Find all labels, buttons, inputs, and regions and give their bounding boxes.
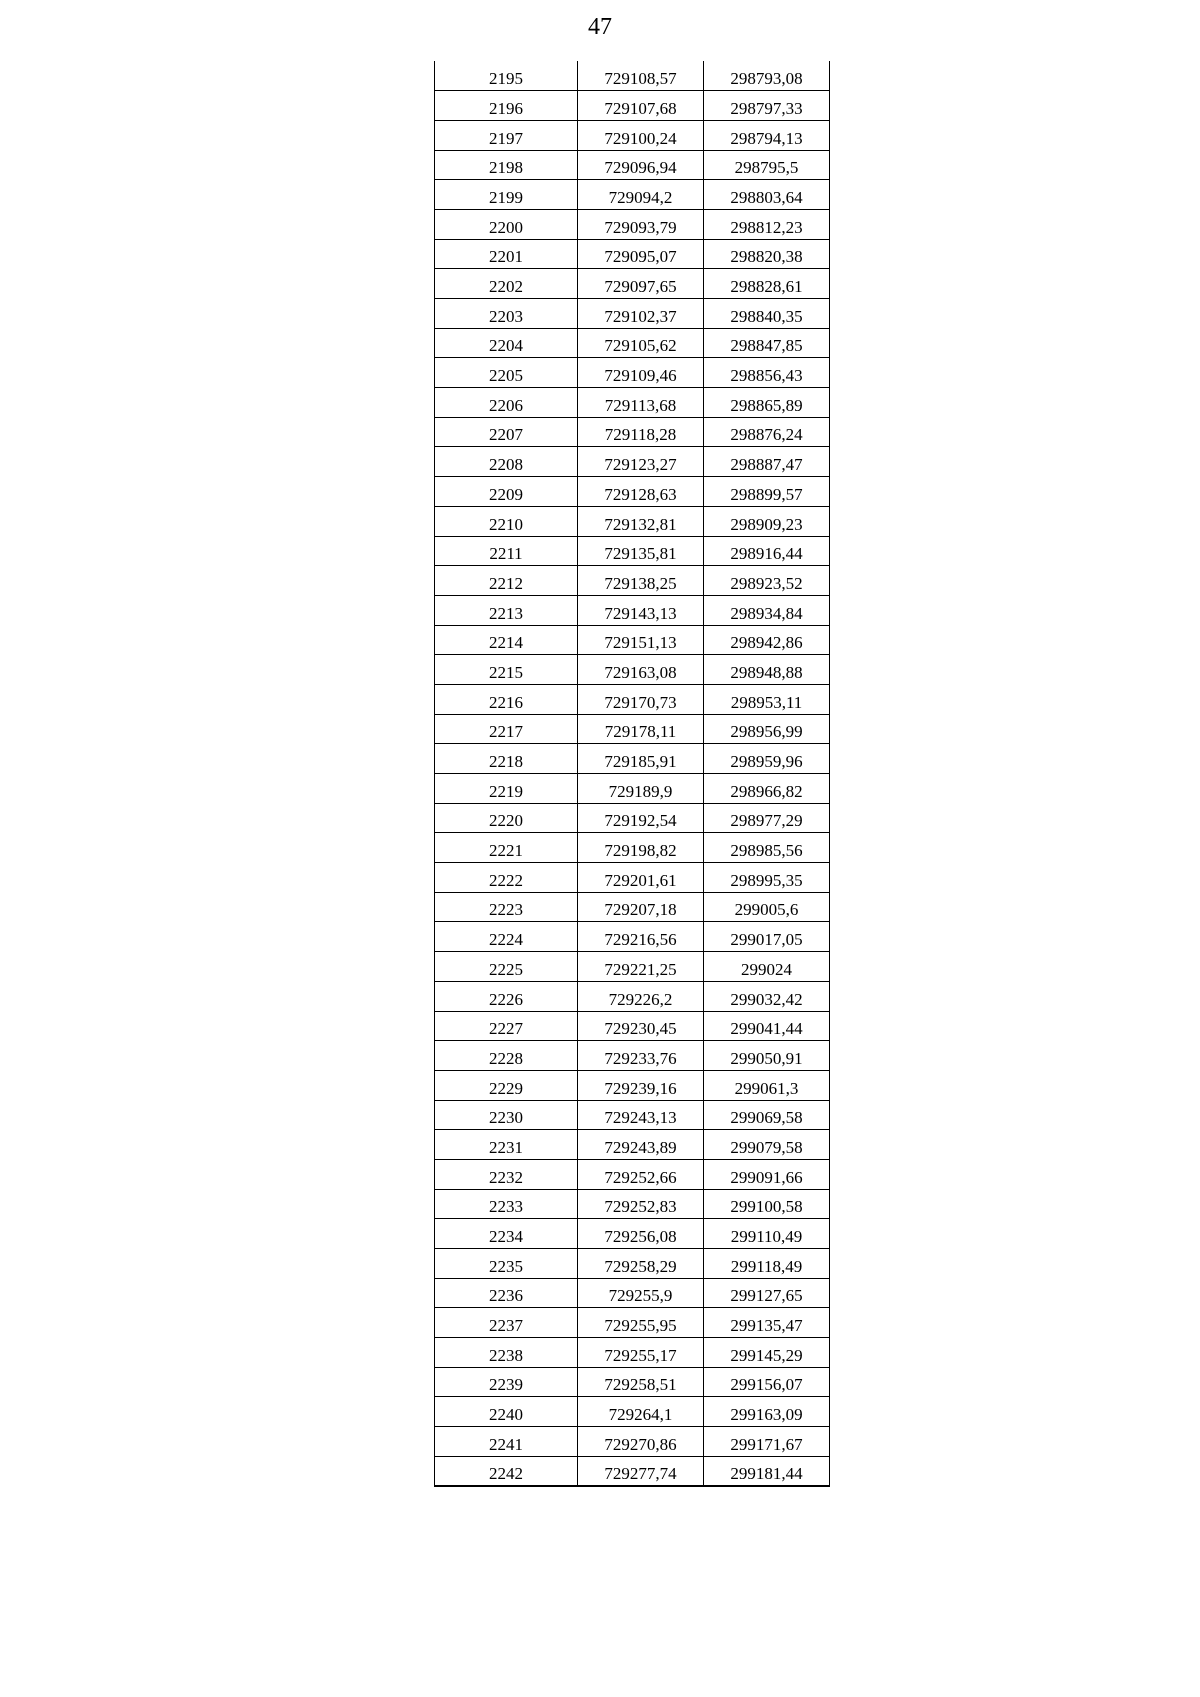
table-row: [435, 61, 830, 91]
coordinates-table: [434, 61, 830, 1487]
x-coordinate-cell: 729230,45: [578, 1011, 704, 1041]
y-coordinate-cell: 299061,3: [704, 1070, 830, 1100]
x-coordinate-cell: 729178,11: [578, 714, 704, 744]
x-coordinate-cell: 729095,07: [578, 239, 704, 269]
table-row: [435, 417, 830, 447]
x-coordinate-cell: 729207,18: [578, 892, 704, 922]
y-coordinate-cell: 298828,61: [704, 269, 830, 299]
point-number-cell: 2239: [435, 1367, 578, 1397]
point-number-cell: 2213: [435, 595, 578, 625]
table-row: [435, 803, 830, 833]
y-coordinate-cell: 299024: [704, 952, 830, 982]
table-row: [435, 744, 830, 774]
y-coordinate-cell: 298820,38: [704, 239, 830, 269]
y-coordinate-cell: 298797,33: [704, 91, 830, 121]
y-coordinate-cell: 298956,99: [704, 714, 830, 744]
point-number-cell: 2211: [435, 536, 578, 566]
y-coordinate-cell: 298934,84: [704, 595, 830, 625]
table-row: [435, 655, 830, 685]
point-number-cell: 2201: [435, 239, 578, 269]
y-coordinate-cell: 298865,89: [704, 388, 830, 418]
table-row: [435, 1070, 830, 1100]
y-coordinate-cell: 298812,23: [704, 209, 830, 239]
x-coordinate-cell: 729185,91: [578, 744, 704, 774]
x-coordinate-cell: 729201,61: [578, 863, 704, 893]
point-number-cell: 2200: [435, 209, 578, 239]
y-coordinate-cell: 299079,58: [704, 1130, 830, 1160]
table-row: [435, 1100, 830, 1130]
table-row: [435, 388, 830, 418]
point-number-cell: 2228: [435, 1041, 578, 1071]
x-coordinate-cell: 729216,56: [578, 922, 704, 952]
y-coordinate-cell: 299163,09: [704, 1397, 830, 1427]
x-coordinate-cell: 729226,2: [578, 981, 704, 1011]
x-coordinate-cell: 729132,81: [578, 506, 704, 536]
x-coordinate-cell: 729093,79: [578, 209, 704, 239]
point-number-cell: 2225: [435, 952, 578, 982]
y-coordinate-cell: 298977,29: [704, 803, 830, 833]
point-number-cell: 2216: [435, 684, 578, 714]
x-coordinate-cell: 729097,65: [578, 269, 704, 299]
y-coordinate-cell: 298887,47: [704, 447, 830, 477]
point-number-cell: 2234: [435, 1219, 578, 1249]
x-coordinate-cell: 729163,08: [578, 655, 704, 685]
y-coordinate-cell: 298923,52: [704, 566, 830, 596]
table-row: [435, 1011, 830, 1041]
table-row: [435, 328, 830, 358]
table-row: [435, 269, 830, 299]
table-row: [435, 1249, 830, 1279]
x-coordinate-cell: 729108,57: [578, 61, 704, 91]
table-row: [435, 1427, 830, 1457]
y-coordinate-cell: 298794,13: [704, 120, 830, 150]
x-coordinate-cell: 729138,25: [578, 566, 704, 596]
y-coordinate-cell: 298966,82: [704, 774, 830, 804]
table-row: [435, 1159, 830, 1189]
table-row: [435, 892, 830, 922]
y-coordinate-cell: 299118,49: [704, 1249, 830, 1279]
point-number-cell: 2217: [435, 714, 578, 744]
point-number-cell: 2218: [435, 744, 578, 774]
x-coordinate-cell: 729277,74: [578, 1456, 704, 1486]
table-row: [435, 625, 830, 655]
y-coordinate-cell: 298803,64: [704, 180, 830, 210]
table-row: [435, 566, 830, 596]
point-number-cell: 2227: [435, 1011, 578, 1041]
y-coordinate-cell: 298995,35: [704, 863, 830, 893]
point-number-cell: 2205: [435, 358, 578, 388]
y-coordinate-cell: 298856,43: [704, 358, 830, 388]
point-number-cell: 2226: [435, 981, 578, 1011]
point-number-cell: 2223: [435, 892, 578, 922]
x-coordinate-cell: 729102,37: [578, 299, 704, 329]
table-row: [435, 1219, 830, 1249]
y-coordinate-cell: 298909,23: [704, 506, 830, 536]
x-coordinate-cell: 729113,68: [578, 388, 704, 418]
table-row: [435, 91, 830, 121]
table-row: [435, 1338, 830, 1368]
point-number-cell: 2224: [435, 922, 578, 952]
x-coordinate-cell: 729239,16: [578, 1070, 704, 1100]
y-coordinate-cell: 299041,44: [704, 1011, 830, 1041]
x-coordinate-cell: 729123,27: [578, 447, 704, 477]
y-coordinate-cell: 299050,91: [704, 1041, 830, 1071]
table-row: [435, 180, 830, 210]
y-coordinate-cell: 299110,49: [704, 1219, 830, 1249]
x-coordinate-cell: 729252,83: [578, 1189, 704, 1219]
point-number-cell: 2222: [435, 863, 578, 893]
x-coordinate-cell: 729118,28: [578, 417, 704, 447]
y-coordinate-cell: 298876,24: [704, 417, 830, 447]
point-number-cell: 2204: [435, 328, 578, 358]
table-row: [435, 714, 830, 744]
table-row: [435, 922, 830, 952]
page-number: 47: [588, 14, 612, 40]
x-coordinate-cell: 729221,25: [578, 952, 704, 982]
point-number-cell: 2203: [435, 299, 578, 329]
x-coordinate-cell: 729096,94: [578, 150, 704, 180]
table-row: [435, 1278, 830, 1308]
x-coordinate-cell: 729243,13: [578, 1100, 704, 1130]
point-number-cell: 2215: [435, 655, 578, 685]
x-coordinate-cell: 729243,89: [578, 1130, 704, 1160]
point-number-cell: 2206: [435, 388, 578, 418]
x-coordinate-cell: 729151,13: [578, 625, 704, 655]
table-row: [435, 209, 830, 239]
y-coordinate-cell: 298948,88: [704, 655, 830, 685]
table-row: [435, 863, 830, 893]
x-coordinate-cell: 729258,51: [578, 1367, 704, 1397]
table-row: [435, 358, 830, 388]
y-coordinate-cell: 299156,07: [704, 1367, 830, 1397]
point-number-cell: 2199: [435, 180, 578, 210]
x-coordinate-cell: 729107,68: [578, 91, 704, 121]
y-coordinate-cell: 299017,05: [704, 922, 830, 952]
point-number-cell: 2233: [435, 1189, 578, 1219]
point-number-cell: 2241: [435, 1427, 578, 1457]
point-number-cell: 2235: [435, 1249, 578, 1279]
table-row: [435, 1367, 830, 1397]
table-row: [435, 952, 830, 982]
y-coordinate-cell: 298847,85: [704, 328, 830, 358]
x-coordinate-cell: 729198,82: [578, 833, 704, 863]
table-row: [435, 299, 830, 329]
x-coordinate-cell: 729255,9: [578, 1278, 704, 1308]
table-row: [435, 447, 830, 477]
point-number-cell: 2237: [435, 1308, 578, 1338]
point-number-cell: 2232: [435, 1159, 578, 1189]
y-coordinate-cell: 299005,6: [704, 892, 830, 922]
y-coordinate-cell: 298942,86: [704, 625, 830, 655]
y-coordinate-cell: 299091,66: [704, 1159, 830, 1189]
point-number-cell: 2198: [435, 150, 578, 180]
point-number-cell: 2209: [435, 477, 578, 507]
table-row: [435, 981, 830, 1011]
table-row: [435, 477, 830, 507]
x-coordinate-cell: 729094,2: [578, 180, 704, 210]
y-coordinate-cell: 298985,56: [704, 833, 830, 863]
y-coordinate-cell: 299100,58: [704, 1189, 830, 1219]
point-number-cell: 2238: [435, 1338, 578, 1368]
x-coordinate-cell: 729270,86: [578, 1427, 704, 1457]
table-row: [435, 1189, 830, 1219]
table-row: [435, 1397, 830, 1427]
point-number-cell: 2220: [435, 803, 578, 833]
point-number-cell: 2221: [435, 833, 578, 863]
y-coordinate-cell: 299032,42: [704, 981, 830, 1011]
point-number-cell: 2197: [435, 120, 578, 150]
point-number-cell: 2236: [435, 1278, 578, 1308]
y-coordinate-cell: 298840,35: [704, 299, 830, 329]
x-coordinate-cell: 729170,73: [578, 684, 704, 714]
x-coordinate-cell: 729189,9: [578, 774, 704, 804]
table-row: [435, 1456, 830, 1486]
x-coordinate-cell: 729233,76: [578, 1041, 704, 1071]
x-coordinate-cell: 729135,81: [578, 536, 704, 566]
table-row: [435, 150, 830, 180]
x-coordinate-cell: 729192,54: [578, 803, 704, 833]
y-coordinate-cell: 299171,67: [704, 1427, 830, 1457]
point-number-cell: 2219: [435, 774, 578, 804]
y-coordinate-cell: 298916,44: [704, 536, 830, 566]
x-coordinate-cell: 729258,29: [578, 1249, 704, 1279]
table-row: [435, 506, 830, 536]
table-row: [435, 684, 830, 714]
table-row: [435, 1130, 830, 1160]
table-row: [435, 1308, 830, 1338]
y-coordinate-cell: 299181,44: [704, 1456, 830, 1486]
point-number-cell: 2229: [435, 1070, 578, 1100]
table-row: [435, 536, 830, 566]
x-coordinate-cell: 729256,08: [578, 1219, 704, 1249]
point-number-cell: 2212: [435, 566, 578, 596]
point-number-cell: 2207: [435, 417, 578, 447]
table-row: [435, 120, 830, 150]
point-number-cell: 2196: [435, 91, 578, 121]
x-coordinate-cell: 729252,66: [578, 1159, 704, 1189]
point-number-cell: 2202: [435, 269, 578, 299]
point-number-cell: 2230: [435, 1100, 578, 1130]
x-coordinate-cell: 729264,1: [578, 1397, 704, 1427]
table-row: [435, 239, 830, 269]
point-number-cell: 2210: [435, 506, 578, 536]
x-coordinate-cell: 729255,95: [578, 1308, 704, 1338]
point-number-cell: 2231: [435, 1130, 578, 1160]
table-row: [435, 595, 830, 625]
point-number-cell: 2214: [435, 625, 578, 655]
y-coordinate-cell: 298795,5: [704, 150, 830, 180]
table-row: [435, 833, 830, 863]
x-coordinate-cell: 729255,17: [578, 1338, 704, 1368]
y-coordinate-cell: 299135,47: [704, 1308, 830, 1338]
x-coordinate-cell: 729128,63: [578, 477, 704, 507]
point-number-cell: 2195: [435, 61, 578, 91]
coordinates-table-body: [435, 61, 830, 1486]
y-coordinate-cell: 299145,29: [704, 1338, 830, 1368]
y-coordinate-cell: 298953,11: [704, 684, 830, 714]
x-coordinate-cell: 729143,13: [578, 595, 704, 625]
y-coordinate-cell: 298899,57: [704, 477, 830, 507]
point-number-cell: 2208: [435, 447, 578, 477]
x-coordinate-cell: 729109,46: [578, 358, 704, 388]
x-coordinate-cell: 729100,24: [578, 120, 704, 150]
table-row: [435, 774, 830, 804]
y-coordinate-cell: 299069,58: [704, 1100, 830, 1130]
y-coordinate-cell: 298959,96: [704, 744, 830, 774]
point-number-cell: 2242: [435, 1456, 578, 1486]
y-coordinate-cell: 299127,65: [704, 1278, 830, 1308]
x-coordinate-cell: 729105,62: [578, 328, 704, 358]
point-number-cell: 2240: [435, 1397, 578, 1427]
table-row: [435, 1041, 830, 1071]
y-coordinate-cell: 298793,08: [704, 61, 830, 91]
